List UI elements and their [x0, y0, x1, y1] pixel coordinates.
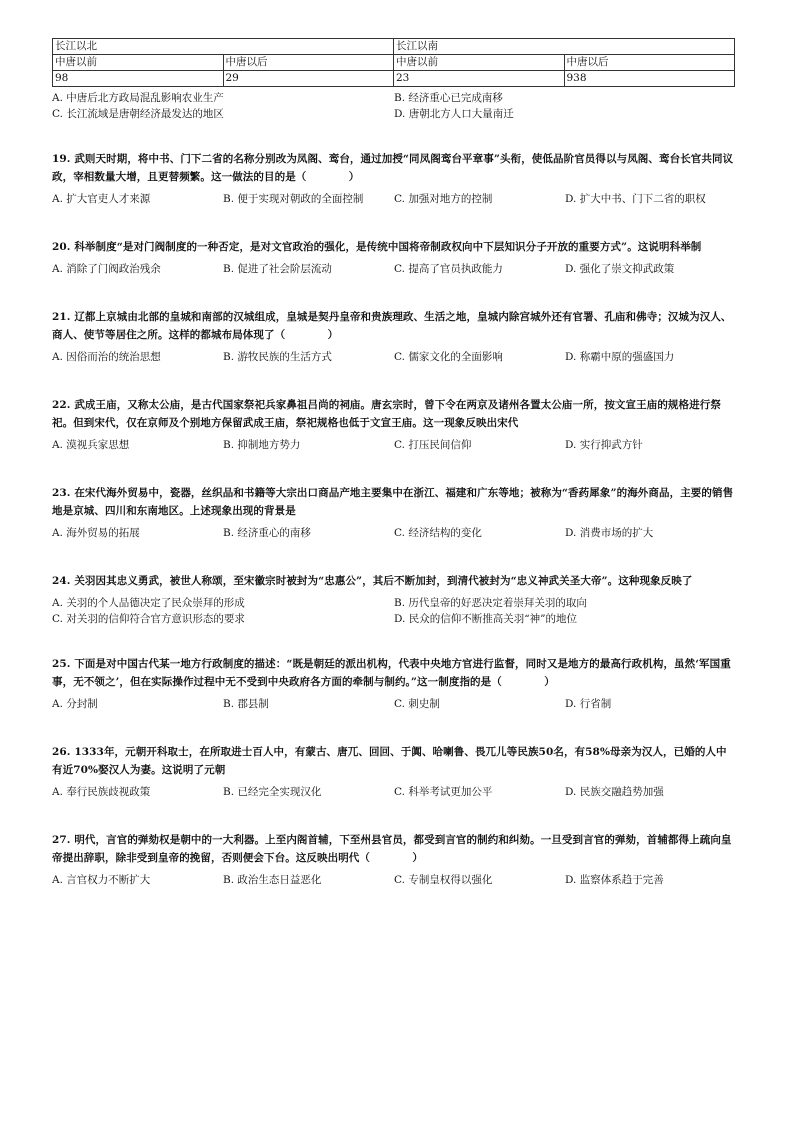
option-a[interactable]: A. 奉行民族歧视政策: [52, 786, 151, 798]
option-c[interactable]: C. 专制皇权得以强化: [394, 874, 493, 886]
options-row: [52, 349, 736, 365]
table-subheader: 中唐以后: [223, 55, 394, 71]
option-b[interactable]: B. 已经完全实现汉化: [223, 786, 322, 798]
option-c[interactable]: C. 提高了官员执政能力: [394, 263, 503, 275]
options-row: [52, 525, 736, 541]
q18-options-row1: [52, 90, 736, 106]
table-cell: 23: [394, 71, 565, 87]
question-19: [52, 150, 736, 207]
option-b[interactable]: B. 促进了社会阶层流动: [223, 263, 332, 275]
options-row: [52, 784, 736, 800]
table-cell: 938: [564, 71, 735, 87]
data-table: [52, 38, 735, 87]
question-26: [52, 743, 736, 800]
question-stem: 20. 科举制度“是对门阀制度的一种否定，是对文官政治的强化，是传统中国将帝制政权向中下层知识分子开放的重要方式”。这说明科举制: [52, 241, 702, 253]
question-25: [52, 655, 736, 712]
option-c[interactable]: C. 长江流域是唐朝经济最发达的地区: [52, 108, 224, 120]
option-b[interactable]: B. 经济重心的南移: [223, 527, 311, 539]
option-b[interactable]: B. 历代皇帝的好恶决定着崇拜关羽的取向: [394, 597, 587, 609]
q18-options-row2: [52, 106, 736, 122]
option-c[interactable]: C. 打压民间信仰: [394, 439, 472, 451]
table-row: [53, 55, 735, 71]
exam-page: [52, 38, 736, 888]
option-d[interactable]: D. 民众的信仰不断推高关羽“神”的地位: [394, 613, 577, 625]
option-a[interactable]: A. 关羽的个人品德决定了民众崇拜的形成: [52, 597, 245, 609]
option-d[interactable]: D. 消费市场的扩大: [565, 527, 654, 539]
option-d[interactable]: D. 唐朝北方人口大量南迁: [394, 108, 514, 120]
question-stem: 25. 下面是对中国古代某一地方行政制度的描述：“既是朝廷的派出机构，代表中央地方官进行监督，同时又是地方的最高行政机构，虽然‘军国重事，无不领之’，但在实际操作过程中无不受到中央政府各方面的牵制与制约。”这一制度指的是（ ）: [52, 658, 731, 688]
option-a[interactable]: A. 分封制: [52, 698, 98, 710]
question-stem: 21. 辽都上京城由北部的皇城和南部的汉城组成，皇城是契丹皇帝和贵族理政、生活之地，皇城内除宫城外还有官署、孔庙和佛寺；汉城为汉人、商人、使节等居住之所。这样的都城布局体现了（ ）: [52, 311, 732, 341]
option-c[interactable]: C. 科举考试更加公平: [394, 786, 493, 798]
question-stem: 24. 关羽因其忠义勇武，被世人称颂，至宋徽宗时被封为“忠惠公”，其后不断加封，到清代被封为“忠义神武关圣大帝”。这种现象反映了: [52, 575, 693, 587]
option-d[interactable]: D. 称霸中原的强盛国力: [565, 351, 675, 363]
table-header-south: 长江以南: [394, 39, 735, 55]
table-subheader: 中唐以前: [53, 55, 224, 71]
option-d[interactable]: D. 行省制: [565, 698, 612, 710]
table-subheader: 中唐以后: [564, 55, 735, 71]
options-row: [52, 611, 736, 627]
option-b[interactable]: B. 经济重心已完成南移: [394, 92, 503, 104]
option-d[interactable]: D. 监察体系趋于完善: [565, 874, 664, 886]
option-b[interactable]: B. 郡县制: [223, 698, 269, 710]
option-a[interactable]: A. 漠视兵家思想: [52, 439, 130, 451]
options-row: [52, 261, 736, 277]
table-cell: 29: [223, 71, 394, 87]
table-row: [53, 39, 735, 55]
option-a[interactable]: A. 海外贸易的拓展: [52, 527, 140, 539]
option-c[interactable]: C. 对关羽的信仰符合官方意识形态的要求: [52, 613, 245, 625]
question-stem: 22. 武成王庙，又称太公庙，是古代国家祭祀兵家鼻祖吕尚的祠庙。唐玄宗时，曾下令在两京及诸州各置太公庙一所，按文宣王庙的规格进行祭祀。但到宋代，仅在京师及个别地方保留武成王庙，祭祀规格也低于文宣王庙。这一现象反映出宋代: [52, 399, 721, 429]
option-a[interactable]: A. 因俗而治的统治思想: [52, 351, 161, 363]
table-row: [53, 71, 735, 87]
option-d[interactable]: D. 民族交融趋势加强: [565, 786, 664, 798]
table-subheader: 中唐以前: [394, 55, 565, 71]
question-20: [52, 238, 736, 277]
option-b[interactable]: B. 游牧民族的生活方式: [223, 351, 332, 363]
options-row: [52, 595, 736, 611]
option-c[interactable]: C. 儒家文化的全面影响: [394, 351, 503, 363]
option-c[interactable]: C. 经济结构的变化: [394, 527, 482, 539]
question-21: [52, 308, 736, 365]
option-b[interactable]: B. 抑制地方势力: [223, 439, 301, 451]
option-d[interactable]: D. 实行抑武方针: [565, 439, 643, 451]
option-a[interactable]: A. 扩大官吏人才来源: [52, 193, 151, 205]
question-stem: 27. 明代，言官的弹劾权是朝中的一大利器。上至内阁首辅，下至州县官员，都受到言官的制约和纠劾。一旦受到言官的弹劾，首辅都得上疏向皇帝提出辞职，除非受到皇帝的挽留，否则便会下台。这反映出明代（ ）: [52, 834, 732, 864]
option-c[interactable]: C. 刺史制: [394, 698, 440, 710]
table-cell: 98: [53, 71, 224, 87]
option-c[interactable]: C. 加强对地方的控制: [394, 193, 493, 205]
option-a[interactable]: A. 言官权力不断扩大: [52, 874, 151, 886]
question-stem: 26. 1333年，元朝开科取士，在所取进士百人中，有蒙古、唐兀、回回、于阗、哈喇鲁、畏兀儿等民族50名，有58%母亲为汉人，已婚的人中有近70%娶汉人为妻。这说明了元朝: [52, 746, 727, 776]
question-23: [52, 484, 736, 541]
question-22: [52, 396, 736, 453]
question-24: [52, 572, 736, 627]
options-row: [52, 872, 736, 888]
option-a[interactable]: A. 中唐后北方政局混乱影响农业生产: [52, 92, 224, 104]
option-b[interactable]: B. 政治生态日益恶化: [223, 874, 322, 886]
table-header-north: 长江以北: [53, 39, 394, 55]
option-a[interactable]: A. 消除了门阀政治残余: [52, 263, 161, 275]
option-d[interactable]: D. 扩大中书、门下二省的职权: [565, 193, 706, 205]
options-row: [52, 191, 736, 207]
option-d[interactable]: D. 强化了崇文抑武政策: [565, 263, 675, 275]
options-row: [52, 696, 736, 712]
question-stem: 19. 武则天时期，将中书、门下二省的名称分别改为凤阁、鸾台，通过加授“同凤阁鸾台平章事”头衔，使低品阶官员得以与凤阁、鸾台长官共同议政，宰相数量大增，且更替频繁。这一做法的目的是（ ）: [52, 153, 734, 183]
options-row: [52, 437, 736, 453]
question-stem: 23. 在宋代海外贸易中，瓷器，丝织品和书籍等大宗出口商品产地主要集中在浙江、福建和广东等地；被称为“香药犀象”的海外商品，主要的销售地是京城、四川和东南地区。上述现象出现的背景是: [52, 487, 734, 517]
question-27: [52, 831, 736, 888]
option-b[interactable]: B. 便于实现对朝政的全面控制: [223, 193, 364, 205]
